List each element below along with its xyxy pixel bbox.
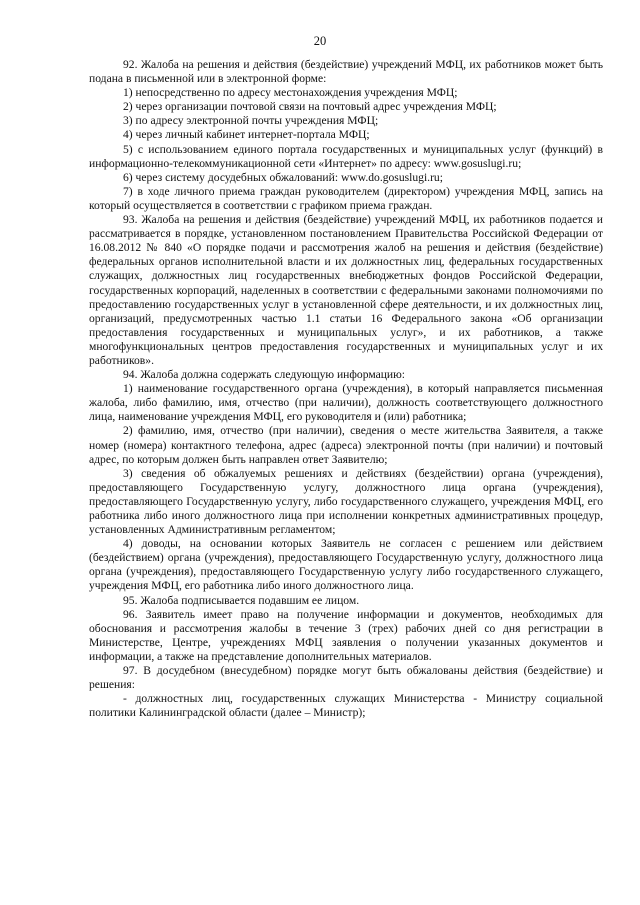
paragraph-92-item-3: 3) по адресу электронной почты учреждения МФЦ;	[123, 114, 379, 128]
paragraph-94-item-1: 1) наименование государственного органа (учреждения), в который направляется письменная жалоба, либо фамилию, имя, отчество (при наличии), должность соответствующего должностного лица, наименование учреждения МФЦ, его руководителя и (или) работника;	[89, 382, 603, 424]
paragraph-94: 94. Жалоба должна содержать следующую информацию:	[123, 368, 406, 382]
paragraph-92-item-7: 7) в ходе личного приема граждан руководителем (директором) учреждения МФЦ, запись на который осуществляется в соответствии с графиком приема граждан.	[89, 184, 603, 212]
page-number: 20	[313, 34, 327, 48]
paragraph-97-item-1: - должностных лиц, государственных служащих Министерства - Министру социальной политики Калининградской области (далее – Министр);	[89, 692, 603, 720]
paragraph-93: 93. Жалоба на решения и действия (бездействие) учреждений МФЦ, их работников подается и рассматривается в порядке, установленном постановлением Правительства Российской Федерации от 16.08.2012 № 840 «О порядке подачи и рассмотрения жалоб на решения и действия (бездействие) федеральных органов исполнительной власти и их должностных лиц, федеральных государственных служащих, должностных лиц государственных внебюджетных фондов Российской Федерации, государственных корпораций, наделенных в соответствии с федеральными законами полномочиями по предоставлению государственных услуг в установленной сфере деятельности, и их должностных лиц, организаций, предусмотренных частью 1.1 статьи 16 Федерального закона «Об организации предоставления государственных и муниципальных услуг», и их работников, а также многофункциональных центров предоставления государственных и муниципальных услуг и их работников».	[89, 213, 603, 367]
paragraph-92-item-1: 1) непосредственно по адресу местонахождения учреждения МФЦ;	[123, 86, 458, 100]
paragraph-95: 95. Жалоба подписывается подавшим ее лицом.	[123, 593, 360, 607]
paragraph-94-item-3: 3) сведения об обжалуемых решениях и действиях (бездействии) органа (учреждения), предоставляющего Государственную услугу, должностного лица органа (учреждения), предоставляющего Государственную услугу, либо государственного служащего, учреждения МФЦ, его работника либо иного должностного лица при исполнении конкретных административных процедур, установленных Административным регламентом;	[89, 466, 603, 537]
paragraph-96: 96. Заявитель имеет право на получение информации и документов, необходимых для обоснования и рассмотрения жалобы в течение 3 (трех) рабочих дней со дня регистрации в Министерстве, Центре, учреждениях МФЦ заявления о получении указанных документов и информации, а также на представление дополнительных материалов.	[89, 607, 603, 663]
paragraph-92-item-4: 4) через личный кабинет интернет-портала МФЦ;	[123, 128, 370, 142]
paragraph-94-item-4: 4) доводы, на основании которых Заявитель не согласен с решением или действием (бездействием) органа (учреждения), предоставляющего Государственную услугу, должностного лица органа (учреждения), предоставляющего Государственную услугу либо государственного служащего, учреждения МФЦ, его работника либо иного должностного лица.	[89, 537, 603, 593]
paragraph-92-item-2: 2) через организации почтовой связи на почтовый адрес учреждения МФЦ;	[123, 100, 497, 114]
paragraph-92-item-6: 6) через систему досудебных обжалований: www.do.gosuslugi.ru;	[123, 170, 443, 184]
paragraph-94-item-2: 2) фамилию, имя, отчество (при наличии), сведения о месте жительства Заявителя, а также номер (номера) контактного телефона, адрес (адреса) электронной почты (при наличии) и почтовый адрес, по которым должен быть направлен ответ Заявителю;	[89, 424, 603, 466]
paragraph-92: 92. Жалоба на решения и действия (бездействие) учреждений МФЦ, их работников может быть подана в письменной или в электронной форме:	[89, 58, 603, 86]
paragraph-97: 97. В досудебном (внесудебном) порядке могут быть обжалованы действия (бездействие) и решения:	[89, 664, 603, 692]
document-body	[89, 58, 603, 720]
paragraph-92-item-5: 5) с использованием единого портала государственных и муниципальных услуг (функций) в информационно-телекоммуникационной сети «Интернет» по адресу: www.gosuslugi.ru;	[89, 142, 603, 170]
